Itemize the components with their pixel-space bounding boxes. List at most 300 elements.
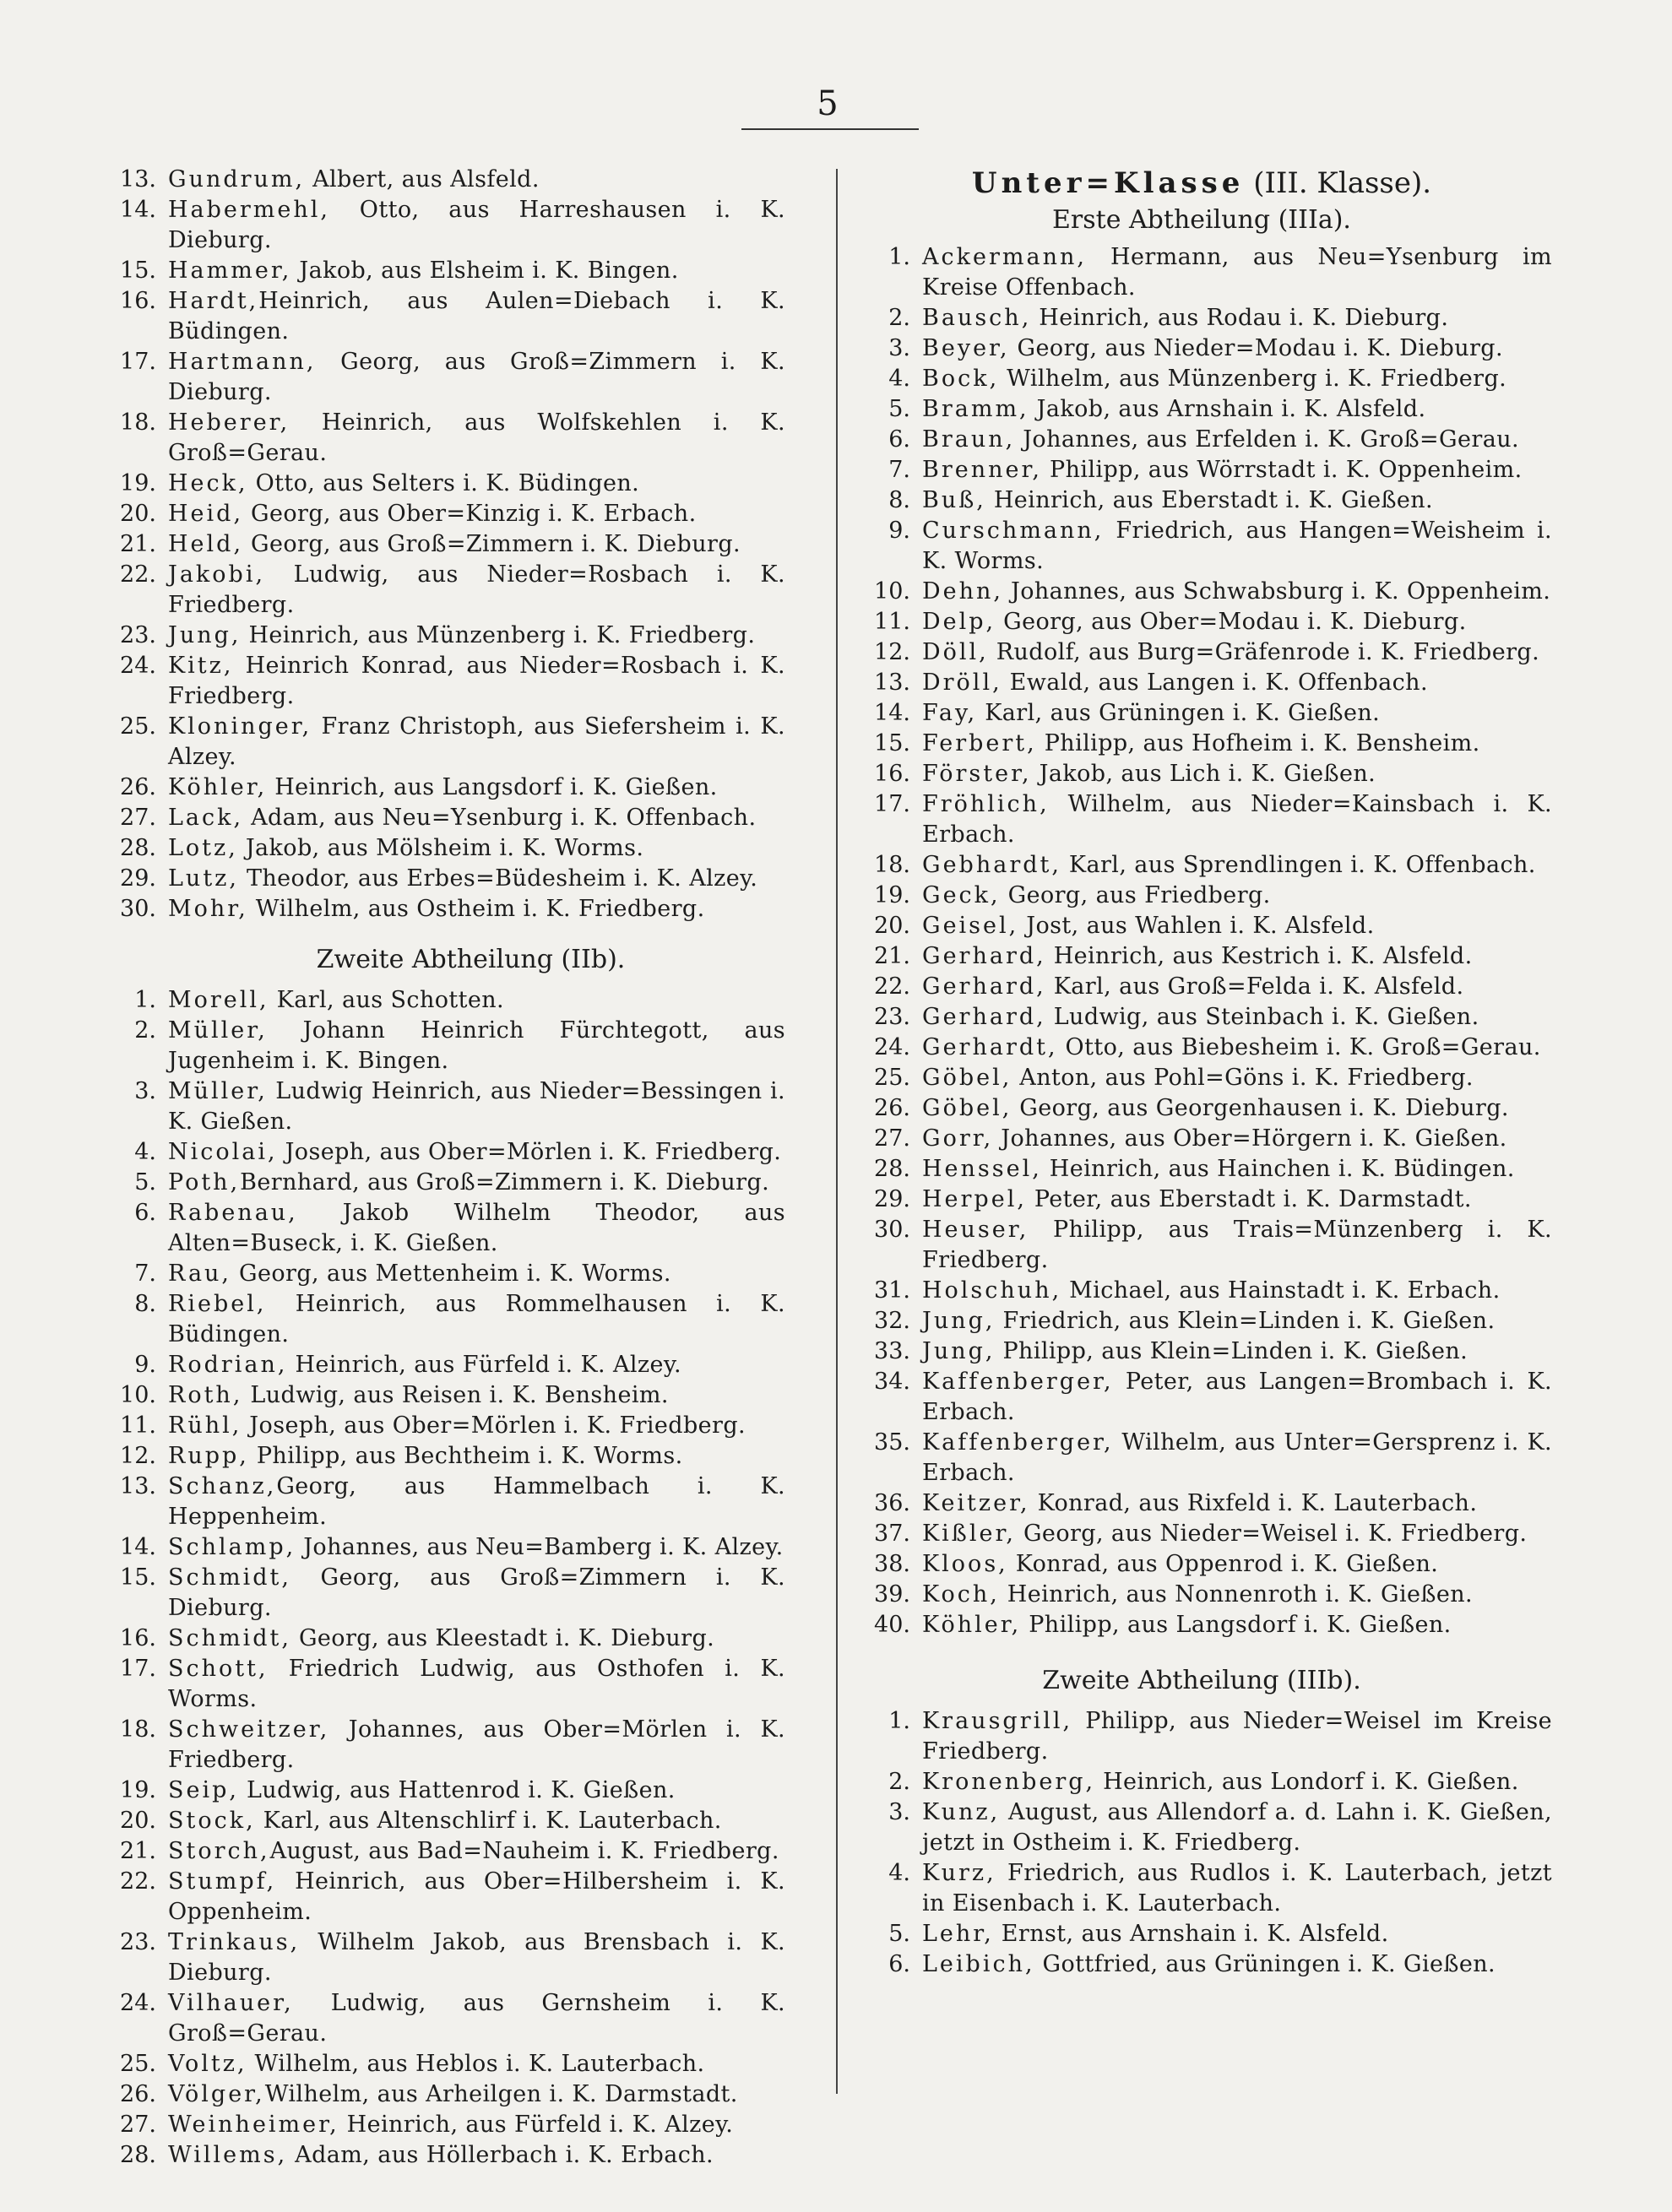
entry-surname: Heck, [168,470,248,496]
list-item [97,1654,785,1715]
entry-surname: Schlamp, [168,1534,296,1560]
entry-text [168,347,785,408]
entry-surname: Henssel, [922,1156,1042,1182]
entry-text [168,1076,785,1137]
entry-details: Wilhelm, aus Münzenberg i. K. Friedberg. [999,366,1507,392]
list-item [97,195,785,256]
entry-number: 16. [120,288,156,314]
entry-details: Heinrich, aus Fürfeld i. K. Alzey. [339,2112,734,2138]
entry-details: Georg, aus Mettenheim i. K. Worms. [231,1261,671,1287]
list-item [97,621,785,651]
entry-text [922,850,1552,881]
list-item [97,1411,785,1441]
entry-details: Wilhelm, aus Nieder=Kainsbach i. K. Erbach. [922,791,1552,848]
entry-surname: Ackermann, [922,244,1087,270]
entry-number: 14. [120,1534,156,1560]
list-item [851,1858,1552,1919]
entry-surname: Keitzer, [922,1490,1030,1516]
entry-details: Michael, aus Hainstadt i. K. Erbach. [1061,1277,1501,1304]
entry-surname: Rabenau, [168,1200,298,1226]
entry-number: 17. [120,1656,156,1682]
entry-text [922,1185,1552,1215]
entry-number: 9. [888,518,910,544]
entry-details: Albert, aus Alsfeld. [305,166,540,192]
entry-text [168,2110,785,2140]
entry-number: 25. [120,2051,156,2077]
entry-text [922,1706,1552,1767]
entry-surname: Völger, [168,2081,265,2107]
entry-text [168,1289,785,1350]
list-item [97,408,785,469]
entry-number: 19. [874,882,910,908]
entry-number: 2. [888,1769,910,1795]
list-item [97,1988,785,2049]
list-item [851,1797,1552,1858]
entry-number: 3. [888,335,910,361]
entry-details: Adam, aus Neu=Ysenburg i. K. Offenbach. [243,805,757,831]
entry-text [922,1002,1552,1033]
entry-details: Heinrich, aus Eberstadt i. K. Gießen. [985,487,1434,513]
entry-surname: Rühl, [168,1412,242,1439]
list-item [97,985,785,1016]
entry-text [922,455,1552,485]
entry-text [922,333,1552,364]
entry-text [922,242,1552,303]
entry-number: 5. [888,1921,910,1947]
entry-details: Wilhelm, aus Ostheim i. K. Friedberg. [247,896,705,922]
list-item [97,2079,785,2110]
list-item [97,1472,785,1532]
entry-surname: Lack, [168,805,244,831]
list-item [851,911,1552,941]
list-item [97,2140,785,2171]
entry-details: Philipp, aus Langsdorf i. K. Gießen. [1021,1612,1452,1638]
list-item [851,759,1552,789]
entry-text [168,621,785,651]
list-item [851,1519,1552,1549]
entry-surname: Schmidt, [168,1564,291,1591]
entry-details: Philipp, aus Bechtheim i. K. Worms. [248,1443,683,1469]
entry-number: 27. [120,2112,156,2138]
entry-details: Jakob, aus Lich i. K. Gießen. [1031,761,1376,787]
entry-details: Georg, aus Kleestadt i. K. Dieburg. [290,1625,715,1651]
entry-text [168,2049,785,2079]
entry-number: 5. [134,1169,156,1195]
entry-details: August, aus Allendorf a. d. Lahn i. K. Gießen, jetzt in Ostheim i. K. Friedberg. [922,1799,1552,1856]
entry-number: 14. [874,700,910,726]
entry-surname: Mohr, [168,896,248,922]
entry-surname: Döll, [922,639,989,665]
entry-text [168,2140,785,2171]
entry-text [168,286,785,347]
entry-surname: Brenner, [922,457,1043,483]
entry-text [168,985,785,1016]
entry-text [922,911,1552,941]
entry-details: Ludwig, aus Reisen i. K. Bensheim. [242,1382,669,1408]
entry-surname: Bock, [922,366,1000,392]
list-item [97,1867,785,1927]
entry-details: Friedrich, aus Klein=Linden i. K. Gießen. [995,1308,1496,1334]
list-item [97,1532,785,1563]
left-column [97,165,785,2171]
entry-number: 18. [120,1716,156,1743]
entry-surname: Beyer, [922,335,1010,361]
entry-text [168,1472,785,1532]
entry-details: Heinrich, aus Rodau i. K. Dieburg. [1031,305,1449,331]
entry-text [922,1367,1552,1428]
entry-surname: Poth, [168,1169,241,1195]
entry-surname: Gebhardt, [922,852,1061,878]
entry-surname: Delp, [922,609,996,635]
entry-surname: Riebel, [168,1291,267,1317]
entry-number: 20. [120,501,156,527]
list-item [851,1428,1552,1488]
entry-surname: Gerhard, [922,973,1046,1000]
entry-number: 34. [874,1369,910,1395]
entry-surname: Heid, [168,501,244,527]
entry-number: 31. [874,1277,910,1304]
entry-details: Karl, aus Groß=Felda i. K. Alsfeld. [1045,973,1464,1000]
entry-details: Ludwig Heinrich, aus Nieder=Bessingen i. K. Gießen. [168,1078,785,1135]
entry-details: Peter, aus Langen=Brombach i. K. Erbach. [922,1369,1552,1425]
list-item [851,668,1552,698]
section-title-IIIb: Zweite Abtheilung (IIIb). [1042,1666,1361,1695]
list-item [851,1549,1552,1580]
entry-text [168,1259,785,1289]
entry-details: Heinrich, aus Langsdorf i. K. Gießen. [267,774,718,800]
entry-surname: Gerhardt, [922,1034,1058,1060]
entry-surname: Jung, [168,622,242,648]
right-column [851,165,1552,1980]
entry-surname: Hammer, [168,258,292,284]
entry-text [168,712,785,773]
entry-details: Ernst, aus Arnshain i. K. Alsfeld. [993,1921,1389,1947]
entry-details: Friedrich, aus Hangen=Weisheim i. K. Worms. [922,518,1552,574]
entry-details: Rudolf, aus Burg=Gräfenrode i. K. Friedberg. [988,639,1540,665]
entry-text [168,1411,785,1441]
list-item [97,1289,785,1350]
list-item [851,850,1552,881]
entry-number: 6. [888,1951,910,1977]
entry-number: 33. [874,1338,910,1364]
entry-number: 12. [874,639,910,665]
entry-number: 26. [874,1095,910,1121]
entry-details: August, aus Bad=Nauheim i. K. Friedberg. [269,1838,779,1864]
entry-text [168,894,785,924]
entry-surname: Braun, [922,426,1016,453]
entry-surname: Lutz, [168,865,239,892]
entry-details: Johannes, aus Schwabsburg i. K. Oppenheim. [1003,578,1551,605]
entry-text [168,1016,785,1076]
entry-text [922,1580,1552,1610]
entry-number: 7. [888,457,910,483]
entry-number: 18. [120,409,156,436]
entry-details: Heinrich, aus Kestrich i. K. Alsfeld. [1045,943,1473,969]
entry-surname: Kronenberg, [922,1769,1096,1795]
entry-details: Johann Heinrich Fürchtegott, aus Jugenheim i. K. Bingen. [168,1017,785,1074]
entry-surname: Roth, [168,1382,243,1408]
list-item [97,469,785,499]
list-item [97,1168,785,1198]
list-item [851,242,1552,303]
entry-details: Johannes, aus Ober=Hörgern i. K. Gießen. [993,1125,1507,1152]
entry-number: 23. [120,1929,156,1955]
entry-text [168,1867,785,1927]
entry-surname: Schott, [168,1656,269,1682]
entry-surname: Kunz, [922,1799,1001,1825]
entry-surname: Schmidt, [168,1625,291,1651]
entry-number: 27. [874,1125,910,1152]
entry-text [168,1137,785,1168]
entry-text [168,1441,785,1472]
entry-details: Konrad, aus Rixfeld i. K. Lauterbach. [1029,1490,1478,1516]
entry-number: 24. [120,1990,156,2016]
list-item [97,286,785,347]
entry-details: Georg, aus Ober=Modau i. K. Dieburg. [996,609,1467,635]
entry-number: 37. [874,1521,910,1547]
entry-number: 28. [874,1156,910,1182]
list-item [851,1919,1552,1949]
entry-number: 20. [874,913,910,939]
entry-number: 25. [120,713,156,740]
entry-text [168,864,785,894]
entry-number: 7. [134,1261,156,1287]
entry-text [922,729,1552,759]
entry-details: Heinrich Konrad, aus Nieder=Rosbach i. K. Friedberg. [168,653,785,709]
entry-details: Jost, aus Wahlen i. K. Alsfeld. [1018,913,1375,939]
entry-details: Karl, aus Grüningen i. K. Gießen. [977,700,1381,726]
entry-number: 26. [120,774,156,800]
entry-surname: Müller, [168,1078,268,1104]
entry-details: Otto, aus Selters i. K. Büdingen. [247,470,640,496]
entry-number: 16. [874,761,910,787]
entry-surname: Müller, [168,1017,268,1044]
list-item [97,529,785,560]
entry-text [168,1380,785,1411]
entry-text [922,394,1552,425]
entry-text [168,1168,785,1198]
entry-text [168,833,785,864]
entry-surname: Gerhard, [922,1004,1046,1030]
entry-number: 6. [134,1200,156,1226]
entry-details: Heinrich, aus Fürfeld i. K. Alzey. [287,1352,681,1378]
entry-text [168,1806,785,1836]
entry-text [922,1154,1552,1185]
entry-surname: Kurz, [922,1860,996,1886]
entry-details: Bernhard, aus Groß=Zimmern i. K. Dieburg. [240,1169,770,1195]
entry-details: Johannes, aus Neu=Bamberg i. K. Alzey. [296,1534,784,1560]
entry-details: Karl, aus Sprendlingen i. K. Offenbach. [1061,852,1536,878]
entry-surname: Ferbert, [922,730,1037,756]
entry-surname: Morell, [168,987,269,1013]
entry-surname: Göbel, [922,1065,1012,1091]
entry-surname: Herpel, [922,1186,1027,1212]
list-item [851,303,1552,333]
list-item [97,1350,785,1380]
entry-details: Ewald, aus Langen i. K. Offenbach. [1002,670,1428,696]
entry-details: Heinrich, aus Rommelhausen i. K. Büdingen. [168,1291,785,1347]
entry-number: 36. [874,1490,910,1516]
entry-surname: Gorr, [922,1125,994,1152]
list-item [97,651,785,712]
entry-surname: Kloninger, [168,713,312,740]
class-title [851,165,1552,202]
list-item [851,1124,1552,1154]
list-item [851,1580,1552,1610]
entry-text [922,1919,1552,1949]
list-item [97,2110,785,2140]
section-title-IIb: Zweite Abtheilung (IIb). [316,945,626,974]
list-item [97,1806,785,1836]
entry-details: Theodor, aus Erbes=Büdesheim i. K. Alzey. [238,865,758,892]
list-item [97,1016,785,1076]
entry-details: Wilhelm, aus Unter=Gersprenz i. K. Erbach. [922,1429,1552,1486]
list-item [851,1306,1552,1336]
entry-surname: Voltz, [168,2051,247,2077]
entry-surname: Bausch, [922,305,1032,331]
list-item [851,425,1552,455]
entry-number: 23. [120,622,156,648]
entry-text [922,607,1552,637]
entry-details: Heinrich, aus Münzenberg i. K. Friedberg. [241,622,756,648]
entry-details: Johannes, aus Ober=Mörlen i. K. Friedberg. [168,1716,785,1773]
entry-surname: Geck, [922,882,1001,908]
entry-text [922,1336,1552,1367]
entry-text [922,1488,1552,1519]
entry-surname: Buß, [922,487,986,513]
entry-text [922,972,1552,1002]
entry-details: Ludwig, aus Nieder=Rosbach i. K. Friedberg. [168,561,785,618]
entry-text [168,1350,785,1380]
entry-number: 21. [120,1838,156,1864]
entry-text [922,881,1552,911]
entry-text [922,759,1552,789]
entry-text [922,1428,1552,1488]
entry-text [922,577,1552,607]
entry-surname: Storch, [168,1838,270,1864]
entry-number: 30. [120,896,156,922]
entry-details: Philipp, aus Nieder=Weisel im Kreise Friedberg. [922,1708,1552,1765]
entry-number: 8. [134,1291,156,1317]
entry-number: 3. [888,1799,910,1825]
list-item [97,1715,785,1776]
entry-surname: Holschuh, [922,1277,1062,1304]
list-item [851,789,1552,850]
entry-details: Philipp, aus Klein=Linden i. K. Gießen. [995,1338,1468,1364]
entry-text [922,789,1552,850]
entry-surname: Hartmann, [168,349,317,375]
list-item [97,894,785,924]
entry-surname: Kitz, [168,653,234,679]
entry-text [922,1549,1552,1580]
entry-surname: Seip, [168,1777,239,1803]
entry-text [168,1836,785,1867]
entry-surname: Trinkaus, [168,1929,301,1955]
entry-text [922,1093,1552,1124]
list-item [97,2049,785,2079]
entry-number: 40. [874,1612,910,1638]
entry-text [168,1654,785,1715]
entry-details: Joseph, aus Ober=Mörlen i. K. Friedberg. [277,1139,782,1165]
entry-number: 29. [120,865,156,892]
entry-text [168,1776,785,1806]
list-item [97,1259,785,1289]
class-title-main: Unter=Klasse [971,166,1245,200]
entry-details: Georg, aus Groß=Zimmern i. K. Dieburg. [168,349,785,405]
entry-details: Philipp, aus Wörrstadt i. K. Oppenheim. [1042,457,1523,483]
entry-details: Peter, aus Eberstadt i. K. Darmstadt. [1026,1186,1472,1212]
entry-text [168,529,785,560]
entry-surname: Rupp, [168,1443,249,1469]
entry-number: 30. [874,1217,910,1243]
list-item [851,881,1552,911]
entry-text [168,1198,785,1259]
entry-details: Adam, aus Höllerbach i. K. Erbach. [287,2142,714,2168]
entry-text [922,1033,1552,1063]
entry-surname: Schweitzer, [168,1716,330,1743]
list-item [851,729,1552,759]
entry-text [168,256,785,286]
entry-surname: Weinheimer, [168,2112,339,2138]
list-item [97,1198,785,1259]
list-item [851,1367,1552,1428]
entry-details: Hermann, aus Neu=Ysenburg im Kreise Offenbach. [922,244,1552,301]
entry-number: 15. [874,730,910,756]
entry-number: 13. [120,1473,156,1499]
list-item [851,364,1552,394]
entry-number: 35. [874,1429,910,1456]
entry-number: 17. [120,349,156,375]
list-item [97,1836,785,1867]
entry-details: Heinrich, aus Wolfskehlen i. K. Groß=Gerau. [168,409,785,466]
list-item [851,1093,1552,1124]
entry-surname: Kaffenberger, [922,1429,1114,1456]
entry-details: Georg, aus Groß=Zimmern i. K. Dieburg. [243,531,741,557]
entry-number: 22. [874,973,910,1000]
entry-text [168,651,785,712]
list-item [97,1441,785,1472]
list-item [97,347,785,408]
entry-number: 1. [134,987,156,1013]
list-item [97,256,785,286]
entry-text [168,1927,785,1988]
list-item [97,773,785,803]
entry-number: 13. [874,670,910,696]
entry-details: Ludwig, aus Gernsheim i. K. Groß=Gerau. [168,1990,785,2047]
entry-number: 14. [120,197,156,223]
list-item [851,333,1552,364]
page-number: 5 [817,84,839,123]
entry-text [922,364,1552,394]
entry-number: 11. [120,1412,156,1439]
entry-surname: Lehr, [922,1921,994,1947]
entry-number: 24. [120,653,156,679]
entry-surname: Göbel, [922,1095,1012,1121]
entry-surname: Fay, [922,700,978,726]
entry-details: Georg, aus Nieder=Modau i. K. Dieburg. [1009,335,1503,361]
entry-details: Otto, aus Biebesheim i. K. Groß=Gerau. [1057,1034,1541,1060]
entry-surname: Hardt, [168,288,259,314]
list-item [851,485,1552,516]
entry-number: 23. [874,1004,910,1030]
list-item [851,1949,1552,1980]
entry-number: 28. [120,835,156,861]
entry-text [168,803,785,833]
entry-number: 4. [888,1860,910,1886]
list-item [851,1185,1552,1215]
entry-text [922,516,1552,577]
entry-number: 4. [888,366,910,392]
